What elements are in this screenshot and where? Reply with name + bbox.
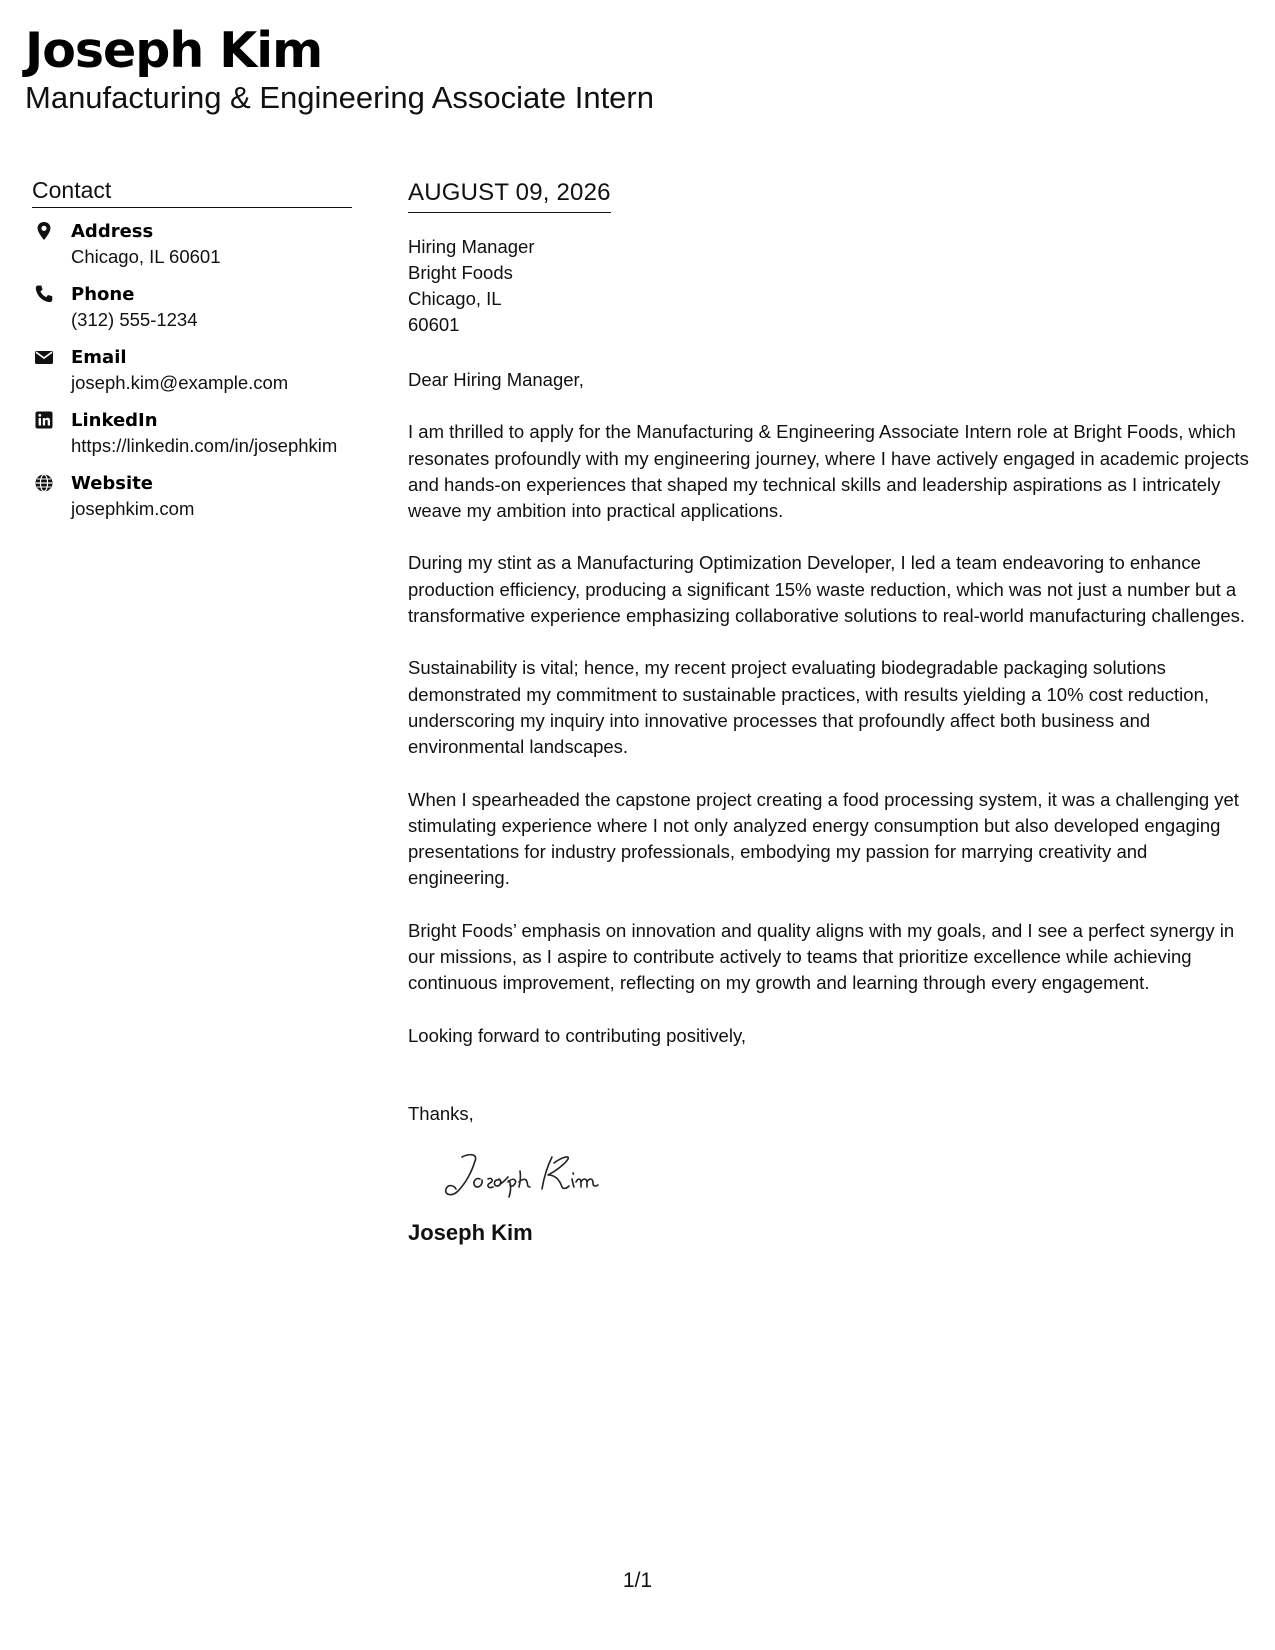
contact-label: Phone (71, 284, 135, 305)
recipient-line: Bright Foods (408, 262, 513, 283)
sign-off: Thanks, (408, 1102, 474, 1124)
contact-label: Address (71, 221, 154, 242)
letter-paragraph: Bright Foods’ emphasis on innovation and quality aligns with my goals, and I see a perfect synergy in our missions, as I aspire to contribute actively to teams that prioritize excellence while achieving continuous improvement, reflecting on my growth and learning through every engagement. (408, 919, 1235, 994)
linkedin-icon (34, 410, 54, 430)
linkedin-value[interactable]: https://linkedin.com/in/josephkim (71, 435, 338, 456)
contact-label: LinkedIn (71, 410, 158, 431)
envelope-icon (34, 347, 54, 367)
letter-body (408, 178, 1253, 1247)
contact-label: Website (71, 473, 154, 494)
recipient-line: Hiring Manager (408, 236, 535, 257)
contact-sidebar (32, 176, 352, 535)
globe-icon (34, 473, 54, 493)
letter-paragraph: During my stint as a Manufacturing Optimization Developer, I led a team endeavoring to enhance production efficiency, producing a significant 15% waste reduction, which was not just a number but a transformative experience emphasizing collaborative solutions to real-world manufacturing challenges. (408, 552, 1246, 627)
signer-name: Joseph Kim (408, 1220, 533, 1246)
handwritten-signature (442, 1149, 642, 1201)
phone-value: (312) 555-1234 (71, 309, 198, 330)
phone-icon (34, 284, 54, 304)
contact-item-address (32, 220, 352, 270)
email-value[interactable]: joseph.kim@example.com (71, 372, 289, 393)
recipient-line: Chicago, IL (408, 288, 502, 309)
contact-label: Email (71, 347, 127, 368)
letter-paragraph: Sustainability is vital; hence, my recent project evaluating biodegradable packaging solutions demonstrated my commitment to sustainable practices, with results yielding a 10% cost reduction, underscoring my inquiry into innovative processes that profoundly affect both business and environmental landscapes. (408, 657, 1210, 758)
letter-paragraph: When I spearheaded the capstone project creating a food processing system, it was a challenging yet stimulating experience where I not only analyzed energy consumption but also developed engaging presentations for industry professionals, embodying my passion for marrying creativity and engineering. (408, 788, 1239, 889)
website-value[interactable]: josephkim.com (71, 498, 195, 519)
recipient-block (408, 234, 1253, 338)
map-pin-icon (34, 221, 54, 241)
job-title: Manufacturing & Engineering Associate Intern (25, 80, 654, 115)
contact-item-linkedin (32, 409, 352, 459)
contact-heading: Contact (32, 176, 352, 208)
recipient-line: 60601 (408, 314, 460, 335)
closing-line: Looking forward to contributing positively, (408, 1024, 746, 1046)
page-number: 1/1 (622, 1569, 653, 1592)
contact-item-website (32, 472, 352, 522)
address-value: Chicago, IL 60601 (71, 246, 221, 267)
greeting: Dear Hiring Manager, (408, 369, 584, 390)
letter-paragraph: I am thrilled to apply for the Manufacturing & Engineering Associate Intern role at Bright Foods, which resonates profoundly with my engineering journey, where I have actively engaged in academic projects and hands-on experiences that shaped my technical skills and leadership aspirations as I intricately weave my ambition into practical applications. (408, 421, 1249, 522)
letter-date: AUGUST 09, 2026 (408, 178, 611, 213)
contact-item-email (32, 346, 352, 396)
candidate-name: Joseph Kim (25, 22, 323, 79)
document-header (25, 22, 654, 116)
contact-item-phone (32, 283, 352, 333)
